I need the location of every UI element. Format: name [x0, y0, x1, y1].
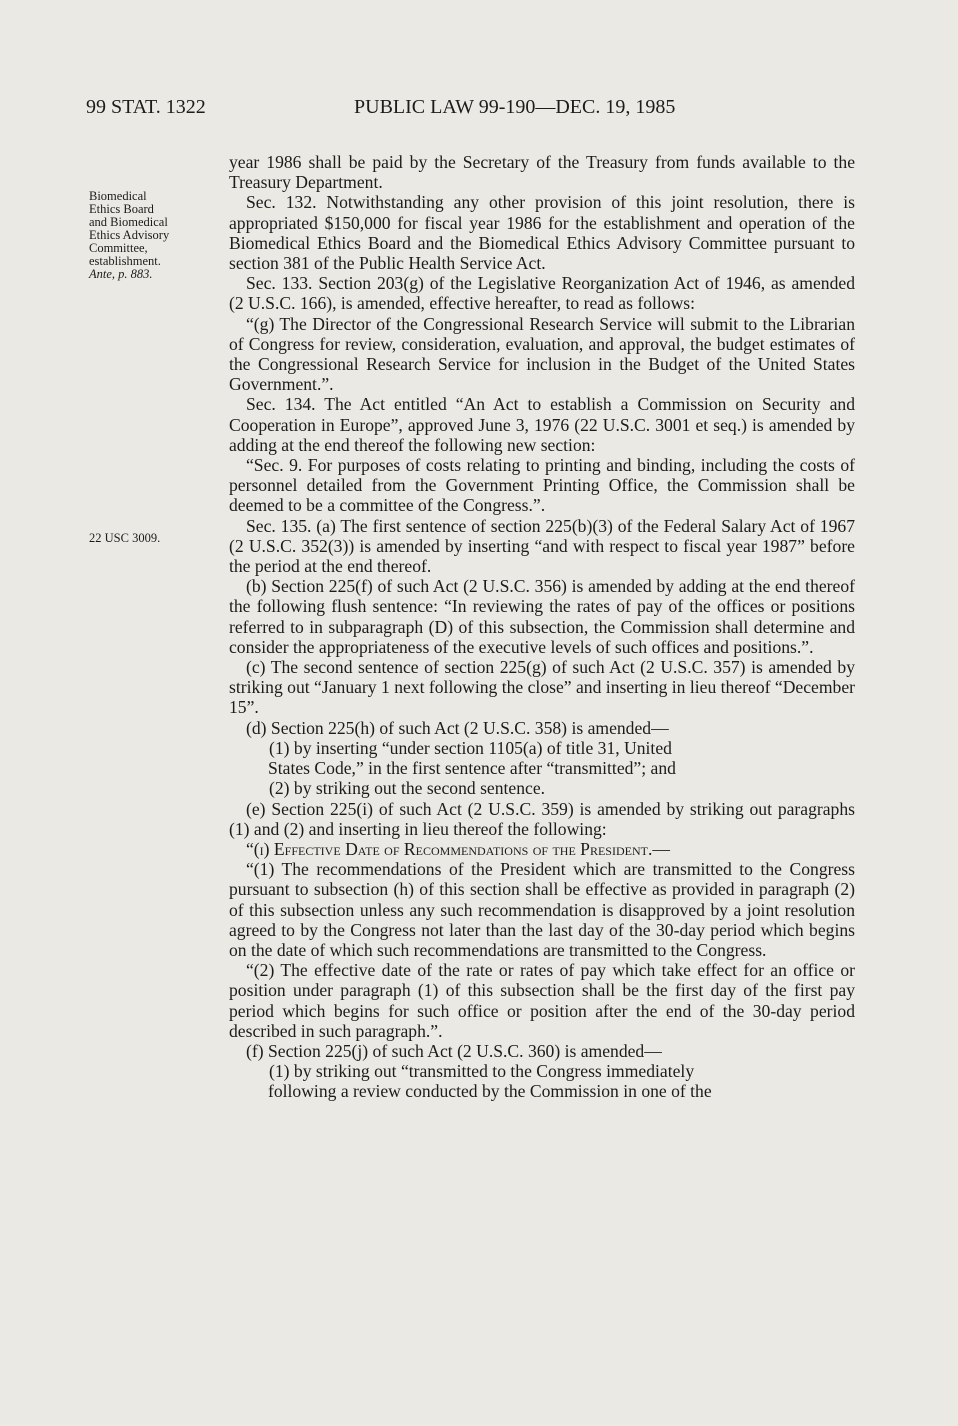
section-135-b: (b) Section 225(f) of such Act (2 U.S.C. 356) is amended by adding at the end thereof the following flush sentence: “In reviewing the rates of pay of the offices or positions referred to in subparagraph (D) of this subsection, the Commission shall determine and consider the appropriateness of the executive levels of such offices and positions.”.: [229, 576, 855, 657]
margin-note-biomedical: [89, 190, 214, 281]
clause-d-1-cont: States Code,” in the first sentence after “transmitted”; and: [268, 758, 676, 779]
section-135-c: (c) The second sentence of section 225(g) of such Act (2 U.S.C. 357) is amended by striking out “January 1 next following the close” and inserting in lieu thereof “December 15”.: [229, 657, 855, 718]
section-135-f: (f) Section 225(j) of such Act (2 U.S.C. 360) is amended—: [246, 1040, 662, 1061]
section-135-d: (d) Section 225(h) of such Act (2 U.S.C. 358) is amended—: [246, 717, 669, 738]
section-133: Sec. 133. Section 203(g) of the Legislative Reorganization Act of 1946, as amended (2 U.S.C. 166), is amended, effective hereafter, to read as follows:: [229, 273, 855, 314]
margin-note-line: Ethics Board: [89, 202, 154, 216]
clause-f-1-cont: following a review conducted by the Commission in one of the: [268, 1081, 712, 1102]
quoted-subsection-g: “(g) The Director of the Congressional Research Service will submit to the Librarian of Congress for review, consideration, evaluation, and approval, the budget estimates of the Congressional Research Service for inclusion in the Budget of the United States Government.”.: [229, 313, 855, 395]
running-title: PUBLIC LAW 99-190—DEC. 19, 1985: [354, 96, 676, 118]
margin-note-line: Ethics Advisory: [89, 228, 170, 242]
paragraph: year 1986 shall be paid by the Secretary of the Treasury from funds available to the Treasury Department.: [229, 152, 855, 193]
statute-page-number: 99 STAT. 1322: [86, 96, 206, 118]
statute-body: [229, 152, 855, 1102]
quoted-section-9: “Sec. 9. For purposes of costs relating to printing and binding, including the costs of personnel detailed from the Government Printing Office, the Commission shall be deemed to be a committee of the Congress.”.: [229, 455, 855, 516]
margin-note-usc-ref: 22 USC 3009.: [89, 531, 161, 545]
section-132: Sec. 132. Notwithstanding any other provision of this joint resolution, there is appropriated $150,000 for fiscal year 1986 for the establishment and operation of the Biomedical Ethics Board and the Biomedical Ethics Advisory Committee pursuant to section 381 of the Public Health Service Act.: [229, 192, 855, 274]
margin-note-line: Committee,: [89, 241, 148, 255]
section-134: Sec. 134. The Act entitled “An Act to establish a Commission on Security and Cooperation in Europe”, approved June 3, 1976 (22 U.S.C. 3001 et seq.) is amended by adding at the end thereof the following new section:: [229, 394, 855, 455]
section-135-e: (e) Section 225(i) of such Act (2 U.S.C. 359) is amended by striking out paragraphs (1) and (2) and inserting in lieu thereof the following:: [229, 798, 855, 839]
margin-note-line: and Biomedical: [89, 215, 168, 229]
margin-note-line: establishment.: [89, 254, 161, 268]
clause-d-2: (2) by striking out the second sentence.: [269, 778, 546, 799]
subsection-i-heading: “(i) Effective Date of Recommendations of the President.—: [246, 838, 670, 859]
margin-note-line: Biomedical: [89, 189, 147, 203]
clause-d-1: (1) by inserting “under section 1105(a) of title 31, United: [269, 737, 672, 758]
section-135-a: Sec. 135. (a) The first sentence of section 225(b)(3) of the Federal Salary Act of 1967 (2 U.S.C. 352(3)) is amended by inserting “and with respect to fiscal year 1987” before the period at the end thereof.: [229, 515, 855, 577]
clause-f-1: (1) by striking out “transmitted to the Congress immediately: [269, 1061, 695, 1082]
margin-note-usc: [89, 532, 214, 545]
page-header: [86, 96, 848, 126]
paragraph-i-2: “(2) The effective date of the rate or rates of pay which take effect for an office or position under paragraph (1) of this subsection shall be the first day of the first pay period which begins for such office or position after the end of the 30-day period described in such paragraph.”.: [229, 960, 855, 1041]
paragraph-i-1: “(1) The recommendations of the President which are transmitted to the Congress pursuant to subsection (h) of this section shall be effective as provided in paragraph (2) of this subsection unless any such recommendation is disapproved by a joint resolution agreed to by the Congress not later than the last day of the 30-day period which begins on the date of which such recommendations are transmitted to the Congress.: [229, 859, 855, 960]
margin-note-ante-ref: Ante, p. 883.: [89, 267, 153, 281]
